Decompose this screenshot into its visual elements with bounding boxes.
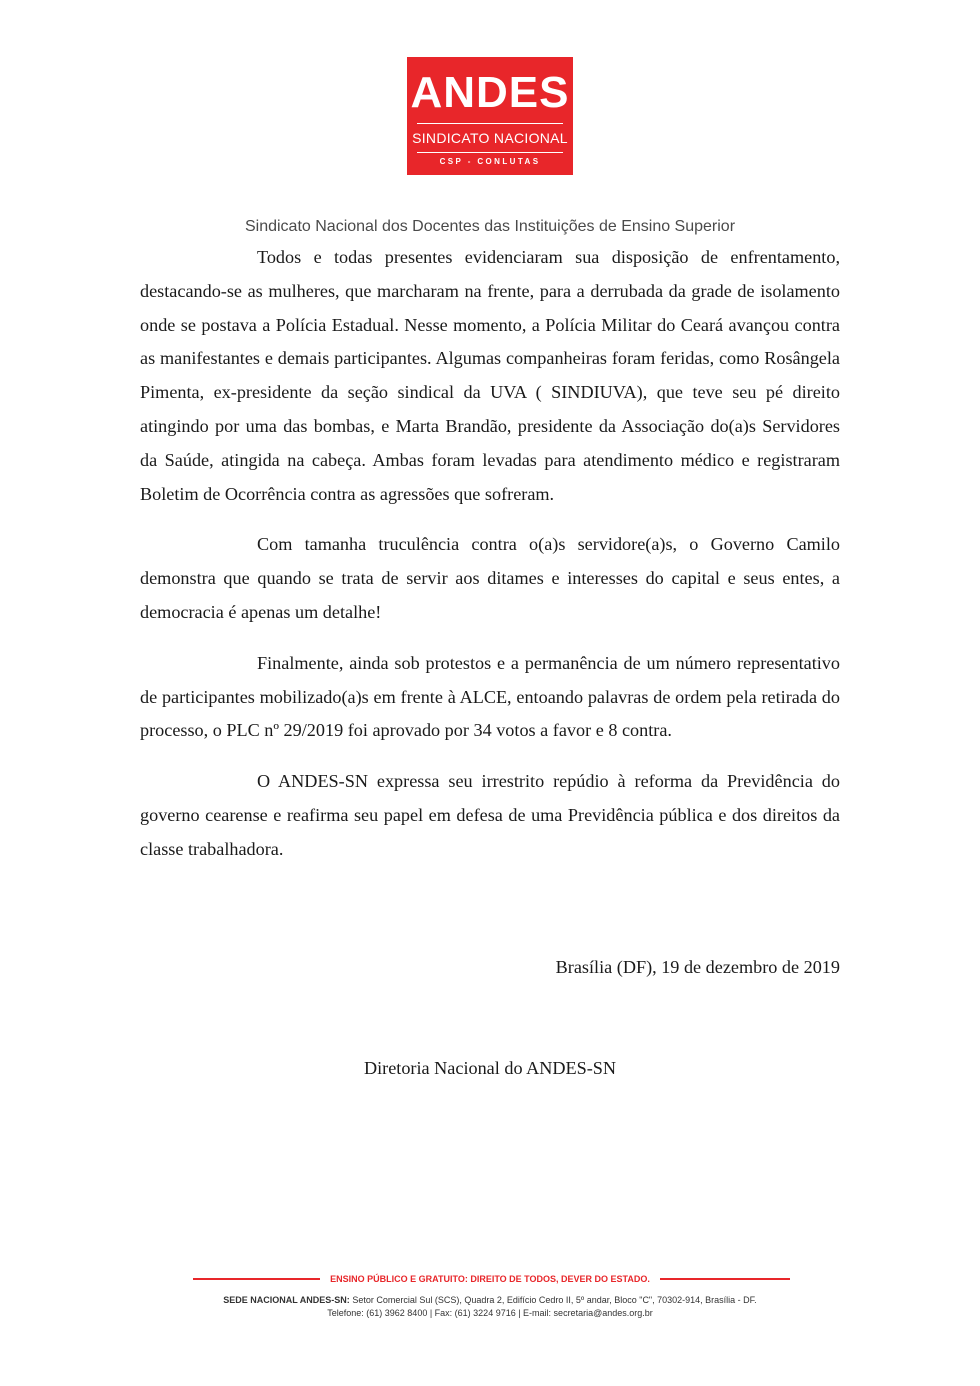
body-paragraph: Todos e todas presentes evidenciaram sua disposição de enfrentamento, destacando-se as mulheres, que marcharam na frente, para a derrubada da grade de isolamento onde se postava a Polícia Estadual. Nesse momento, a Polícia Militar do Ceará avançou contra as manifestantes e demais participantes. Algumas companheiras foram feridas, como Rosângela Pimenta, ex-presidente da seção sindical da UVA ( SINDIUVA), que teve seu pé direito atingindo por uma das bombas, e Marta Brandão, presidente da Associação do(a)s Servidores da Saúde, atingida na cabeça. Ambas foram levadas para atendimento médico e registraram Boletim de Ocorrência contra as agressões que sofreram. <box>140 247 840 504</box>
footer-address <box>0 1294 980 1306</box>
footer-slogan-row <box>193 1272 790 1286</box>
footer-divider <box>193 1278 320 1280</box>
footer-divider <box>660 1278 790 1280</box>
logo-main-text: ANDES <box>410 68 570 117</box>
logo-divider <box>417 152 563 153</box>
footer-address-text: Setor Comercial Sul (SCS), Quadra 2, Edifício Cedro II, 5º andar, Bloco "C", 70302-914, Brasília - DF. <box>352 1295 757 1305</box>
body-paragraph: Com tamanha truculência contra o(a)s servidore(a)s, o Governo Camilo demonstra que quando se trata de servir aos ditames e interesses do capital e seus entes, a democracia é apenas um detalhe! <box>140 534 840 622</box>
footer-contact: Telefone: (61) 3962 8400 | Fax: (61) 3224 9716 | E-mail: secretaria@andes.org.br <box>327 1308 653 1318</box>
footer-slogan: ENSINO PÚBLICO E GRATUITO: DIREITO DE TODOS, DEVER DO ESTADO. <box>330 1274 650 1284</box>
logo-divider <box>417 123 563 124</box>
footer-address-label: SEDE NACIONAL ANDES-SN: <box>223 1295 350 1305</box>
letterhead-org-name: Sindicato Nacional dos Docentes das Instituições de Ensino Superior <box>244 218 736 235</box>
logo-subtitle: SINDICATO NACIONAL <box>412 130 568 146</box>
date-line: Brasília (DF), 19 de dezembro de 2019 <box>555 957 840 977</box>
logo-tagline: CSP - CONLUTAS <box>439 157 541 166</box>
andes-logo <box>407 57 573 175</box>
signature: Diretoria Nacional do ANDES-SN <box>363 1058 617 1078</box>
document-body <box>140 241 840 884</box>
body-paragraph: Finalmente, ainda sob protestos e a permanência de um número representativo de participantes mobilizado(a)s em frente à ALCE, entoando palavras de ordem pela retirada do processo, o PLC nº 29/2019 foi aprovado por 34 votos a favor e 8 contra. <box>140 652 840 741</box>
body-paragraph: O ANDES-SN expressa seu irrestrito repúdio à reforma da Previdência do governo cearense e reafirma seu papel em defesa de uma Previdência pública e dos direitos da classe trabalhadora. <box>140 771 840 859</box>
